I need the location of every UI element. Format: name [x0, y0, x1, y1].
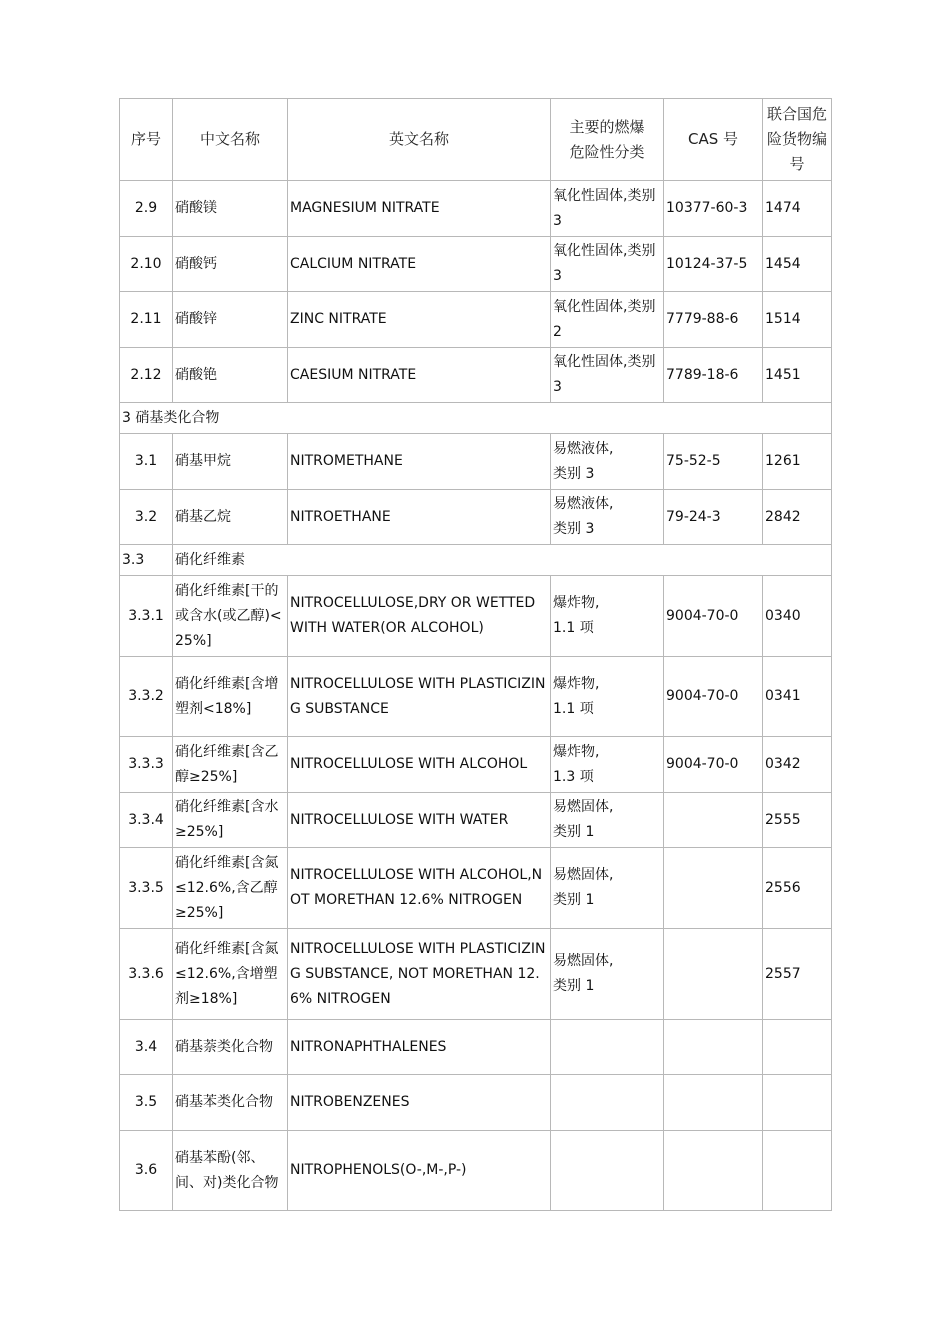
- english-name: NITROMETHANE: [288, 434, 551, 490]
- document-page: [119, 98, 831, 1211]
- cas-number: [664, 793, 763, 848]
- cas-number: 10124-37-5: [664, 237, 763, 292]
- cas-number: [664, 1075, 763, 1131]
- table-row: [120, 1131, 832, 1211]
- table-row: [120, 490, 832, 545]
- hazard-class: [551, 1020, 664, 1075]
- un-number: 0342: [763, 737, 832, 793]
- row-number: 2.10: [120, 237, 173, 292]
- english-name: MAGNESIUM NITRATE: [288, 181, 551, 237]
- table-row: [120, 1075, 832, 1131]
- hazard-class: 易燃固体, 类别 1: [551, 848, 664, 929]
- hazard-class: 易燃液体, 类别 3: [551, 490, 664, 545]
- cas-number: 9004-70-0: [664, 737, 763, 793]
- row-number: 3.3.3: [120, 737, 173, 793]
- subsection-row: [120, 545, 832, 576]
- cas-number: [664, 1020, 763, 1075]
- table-row: [120, 292, 832, 348]
- un-number: 2842: [763, 490, 832, 545]
- section-row: [120, 403, 832, 434]
- table-row: [120, 793, 832, 848]
- un-number: 1451: [763, 348, 832, 403]
- english-name: NITROCELLULOSE WITH PLASTICIZING SUBSTANCE, NOT MORETHAN 12.6% NITROGEN: [288, 929, 551, 1020]
- table-row: [120, 348, 832, 403]
- un-number: 0341: [763, 657, 832, 737]
- un-number: 1261: [763, 434, 832, 490]
- row-number: 3.5: [120, 1075, 173, 1131]
- hazard-class: 氧化性固体,类别 3: [551, 237, 664, 292]
- row-number: 3.4: [120, 1020, 173, 1075]
- subsection-title: 硝化纤维素: [173, 545, 832, 576]
- chinese-name: 硝化纤维素[含氮≤12.6%,含增塑剂≥18%]: [173, 929, 288, 1020]
- chinese-name: 硝化纤维素[含氮≤12.6%,含乙醇≥25%]: [173, 848, 288, 929]
- chinese-name: 硝化纤维素[含水≥25%]: [173, 793, 288, 848]
- chinese-name: 硝基甲烷: [173, 434, 288, 490]
- cas-number: [664, 929, 763, 1020]
- table-body: [120, 181, 832, 1211]
- chinese-name: 硝化纤维素[含增塑剂<18%]: [173, 657, 288, 737]
- table-header-row: [120, 99, 832, 181]
- un-number: 0340: [763, 576, 832, 657]
- hazard-class: [551, 1131, 664, 1211]
- cas-number: 75-52-5: [664, 434, 763, 490]
- english-name: NITROCELLULOSE WITH ALCOHOL: [288, 737, 551, 793]
- un-number: 1474: [763, 181, 832, 237]
- english-name: CALCIUM NITRATE: [288, 237, 551, 292]
- hazard-class: 易燃固体, 类别 1: [551, 929, 664, 1020]
- hazard-class: 爆炸物, 1.3 项: [551, 737, 664, 793]
- english-name: NITROCELLULOSE WITH ALCOHOL,NOT MORETHAN 12.6% NITROGEN: [288, 848, 551, 929]
- english-name: NITROCELLULOSE WITH PLASTICIZING SUBSTANCE: [288, 657, 551, 737]
- row-number: 3.1: [120, 434, 173, 490]
- row-number: 3.3.6: [120, 929, 173, 1020]
- table-row: [120, 848, 832, 929]
- cas-number: 79-24-3: [664, 490, 763, 545]
- hazard-class: 易燃固体, 类别 1: [551, 793, 664, 848]
- english-name: CAESIUM NITRATE: [288, 348, 551, 403]
- chemical-table: [119, 98, 832, 1211]
- table-row: [120, 1020, 832, 1075]
- table-row: [120, 737, 832, 793]
- chinese-name: 硝化纤维素[干的或含水(或乙醇)<25%]: [173, 576, 288, 657]
- row-number: 2.11: [120, 292, 173, 348]
- table-row: [120, 181, 832, 237]
- un-number: 2556: [763, 848, 832, 929]
- cas-number: 9004-70-0: [664, 657, 763, 737]
- header-en-name: 英文名称: [288, 99, 551, 181]
- hazard-class: 氧化性固体,类别 2: [551, 292, 664, 348]
- cas-number: 7779-88-6: [664, 292, 763, 348]
- table-row: [120, 576, 832, 657]
- un-number: 2557: [763, 929, 832, 1020]
- table-row: [120, 657, 832, 737]
- hazard-class: 爆炸物, 1.1 项: [551, 657, 664, 737]
- chinese-name: 硝化纤维素[含乙醇≥25%]: [173, 737, 288, 793]
- chinese-name: 硝酸锌: [173, 292, 288, 348]
- table-row: [120, 237, 832, 292]
- chinese-name: 硝酸钙: [173, 237, 288, 292]
- row-number: 2.9: [120, 181, 173, 237]
- row-number: 3.3.2: [120, 657, 173, 737]
- english-name: NITRONAPHTHALENES: [288, 1020, 551, 1075]
- chinese-name: 硝基萘类化合物: [173, 1020, 288, 1075]
- hazard-class: 氧化性固体,类别 3: [551, 348, 664, 403]
- section-title: 3 硝基类化合物: [120, 403, 832, 434]
- cas-number: [664, 848, 763, 929]
- un-number: 1514: [763, 292, 832, 348]
- hazard-class: [551, 1075, 664, 1131]
- chinese-name: 硝基苯酚(邻、间、对)类化合物: [173, 1131, 288, 1211]
- english-name: ZINC NITRATE: [288, 292, 551, 348]
- table-row: [120, 434, 832, 490]
- header-un: 联合国危险货物编号: [763, 99, 832, 181]
- hazard-class: 易燃液体, 类别 3: [551, 434, 664, 490]
- english-name: NITROBENZENES: [288, 1075, 551, 1131]
- row-number: 3.3.4: [120, 793, 173, 848]
- cas-number: 9004-70-0: [664, 576, 763, 657]
- english-name: NITROCELLULOSE,DRY OR WETTED WITH WATER(OR ALCOHOL): [288, 576, 551, 657]
- english-name: NITROPHENOLS(O-,M-,P-): [288, 1131, 551, 1211]
- un-number: [763, 1020, 832, 1075]
- un-number: [763, 1131, 832, 1211]
- row-number: 3.3.1: [120, 576, 173, 657]
- cas-number: [664, 1131, 763, 1211]
- header-cn-name: 中文名称: [173, 99, 288, 181]
- cas-number: 7789-18-6: [664, 348, 763, 403]
- un-number: 1454: [763, 237, 832, 292]
- row-number: 3.2: [120, 490, 173, 545]
- un-number: [763, 1075, 832, 1131]
- row-number: 3.3: [120, 545, 173, 576]
- row-number: 3.6: [120, 1131, 173, 1211]
- header-no: 序号: [120, 99, 173, 181]
- table-row: [120, 929, 832, 1020]
- english-name: NITROETHANE: [288, 490, 551, 545]
- chinese-name: 硝基乙烷: [173, 490, 288, 545]
- header-hazard: 主要的燃爆危险性分类: [551, 99, 664, 181]
- chinese-name: 硝酸镁: [173, 181, 288, 237]
- header-cas: CAS 号: [664, 99, 763, 181]
- chinese-name: 硝酸铯: [173, 348, 288, 403]
- hazard-class: 爆炸物, 1.1 项: [551, 576, 664, 657]
- english-name: NITROCELLULOSE WITH WATER: [288, 793, 551, 848]
- hazard-class: 氧化性固体,类别 3: [551, 181, 664, 237]
- row-number: 2.12: [120, 348, 173, 403]
- chinese-name: 硝基苯类化合物: [173, 1075, 288, 1131]
- row-number: 3.3.5: [120, 848, 173, 929]
- un-number: 2555: [763, 793, 832, 848]
- cas-number: 10377-60-3: [664, 181, 763, 237]
